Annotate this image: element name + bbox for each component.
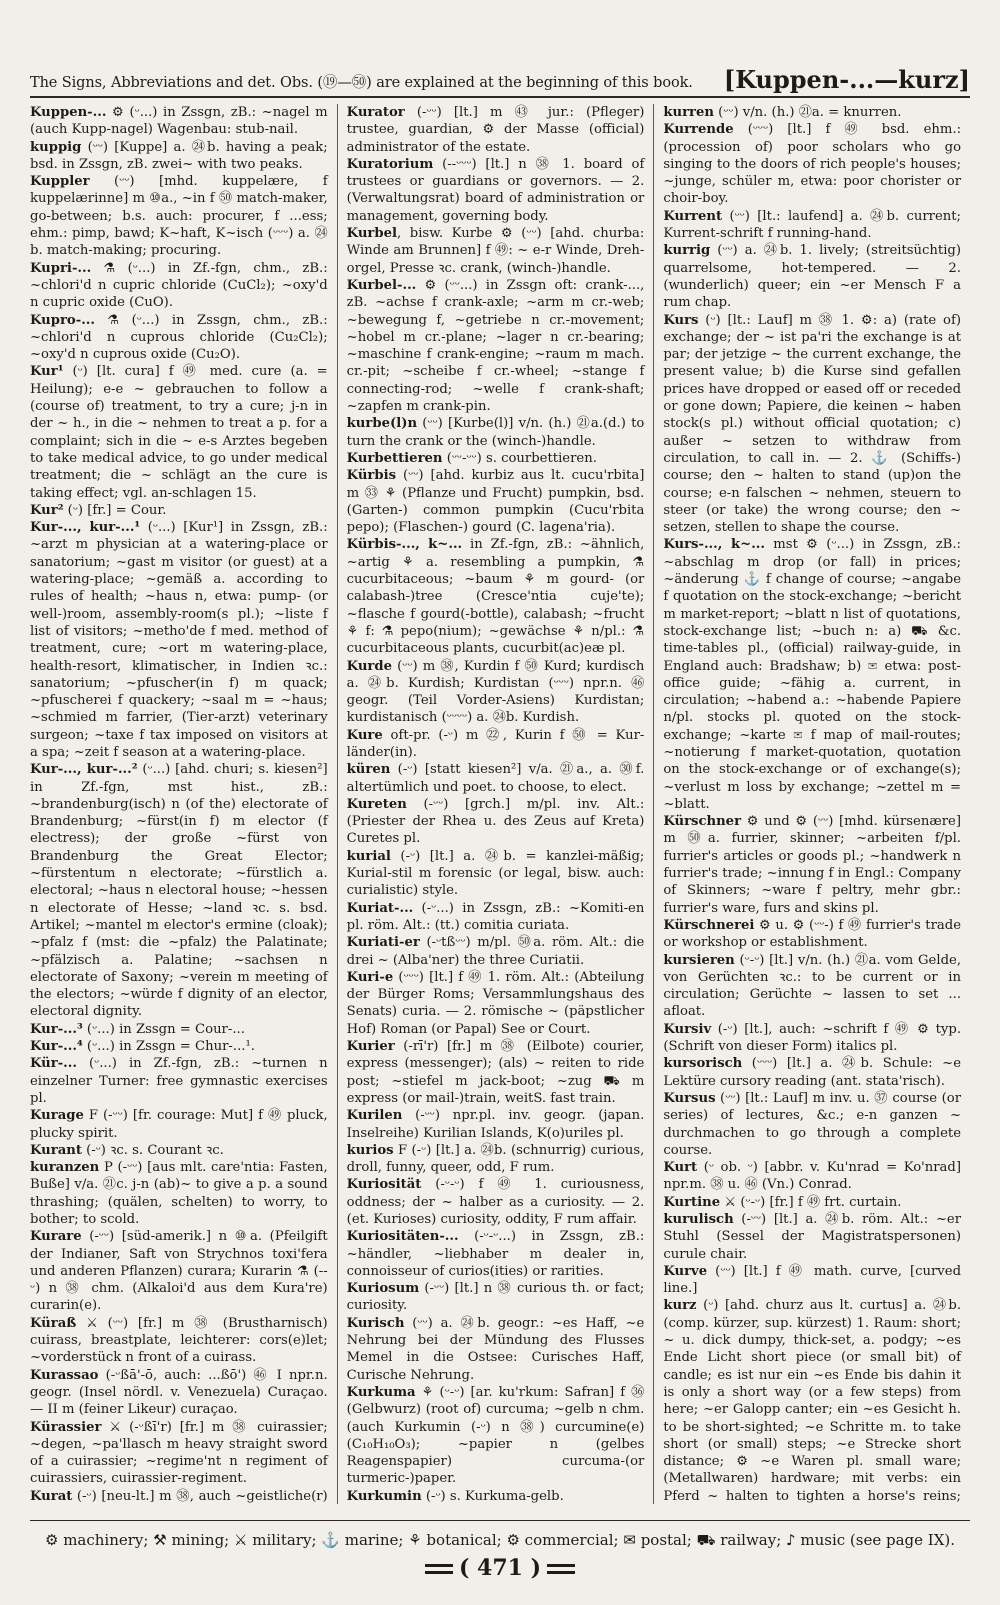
entry-text: (-ᵕᵕ) [lt.] n ㊳ curious th. or fact; curiosity.: [346, 1281, 645, 1314]
dictionary-entry: [30, 1228, 328, 1314]
entry-text: ⚗ (ᵕ...) in Zssgn, chm., zB.: ~chlori'd n cuprous chloride (Cu₂Cl₂); ~oxy'd n cuprous oxide (Cu₂O).: [30, 312, 328, 363]
entry-headword: Kur-..., kur-...¹: [30, 520, 141, 536]
dictionary-entry: [347, 1384, 645, 1488]
column-1: [30, 104, 338, 1504]
entry-headword: Kure: [346, 727, 383, 743]
dictionary-entry: [347, 727, 645, 762]
entry-headword: Kurrent: [663, 208, 723, 224]
dictionary-entry: [347, 225, 645, 277]
entry-text: (ᵕᵕ) [lt.: laufend] a. ㉔b. current; Kurrent-schrift f running-hand.: [663, 208, 962, 242]
entry-headword: Kurator: [346, 105, 405, 120]
entry-headword: Kur¹: [30, 364, 64, 380]
entry-text: (-ᵕᵕ) npr.pl. inv. geogr. (japan. Inselreihe) Kurilian Islands, K(o)uriles pl.: [346, 1108, 645, 1141]
entry-text: (ᵕᵕ) m ㊳, Kurdin f ㊿ Kurd; kurdisch a. ㉔b. Kurdish; Kurdistan (ᵕᵕᵕ) npr.n. ㊻ geogr. (Teil Vorder-Asiens) Kurdistan; kurdistanisch (ᵕᵕᵕᵕ) a. ㉔b. Kurdish.: [346, 658, 645, 726]
page-number: ( 471 ): [458, 1555, 542, 1581]
dictionary-entry: [30, 1142, 328, 1159]
page-header: [30, 62, 970, 98]
dictionary-entry: [30, 519, 328, 761]
entry-text: , bisw. Kurbe ⚙ (ᵕᵕ) [ahd. churba: Winde am Brunnen] f ㊾: ~ e-r Winde, Dreh-orgel, Presse ꝛc. crank, (winch-)handle.: [346, 226, 645, 276]
entry-text: (ᵕ...) in Zssgn = Cour-...: [82, 1021, 245, 1037]
dictionary-entry: [347, 761, 645, 796]
entry-text: (ᵕ...) [ahd. churi; s. kiesen²] in Zf.-fgn, mst hist., zB.: ~brandenburg(isch) n (of the) electorate of Brandenburg; ~fürst(in f) m elector (f electress); der große ~fürst von Brandenburg the Great Elector; ~fürstentum n electorate; ~fürstlich a. electoral; ~haus n electoral house; ~hessen n electorate of Hesse; ~land ꝛc. s. bsd. Artikel; ~mantel m elector's ermine (cloak); ~pfalz f (mst: die ~pfalz) the Palatinate; ~pfälzisch a. Palatine; ~sachsen n electorate of Saxony; ~verein m meeting of the electors; ~würde f dignity of an elector, electoral dignity.: [30, 762, 328, 1020]
entry-headword: Kurkuma: [346, 1384, 416, 1400]
entry-headword: Kurilen: [346, 1108, 403, 1124]
entry-headword: Kursiv: [663, 1021, 712, 1037]
entry-text: (-ᵕᵕ) [lt.] m ㊸ jur.: (Pfleger) trustee, guardian, ⚙ der Masse (official) administrator of the estate.: [346, 105, 645, 155]
entry-headword: Kuriositäten-...: [346, 1229, 459, 1245]
dictionary-entry: [663, 1194, 961, 1211]
entry-headword: Kurs-..., k~...: [663, 537, 765, 553]
dictionary-entry: [30, 1055, 328, 1107]
entry-text: (-ᵕ) [neu-lt.] m ㊳, auch ~geistliche(r): [76, 1488, 328, 1504]
header-note: The Signs, Abbreviations and det. Obs. (⑲—㊿) are explained at the beginning of this book.: [30, 75, 693, 91]
entry-headword: Kurbel-...: [346, 277, 417, 293]
entry-headword: kurulisch: [663, 1212, 734, 1227]
entry-headword: kurios: [346, 1142, 394, 1158]
entry-headword: Kuppen-...: [30, 105, 107, 120]
dictionary-entry: [663, 1159, 961, 1194]
dictionary-entry: [30, 502, 328, 519]
dictionary-entry: [663, 208, 961, 243]
entry-text: (ᵕᵕ) [ahd. kurbiz aus lt. cucu'rbita] m ㉝ ⚘ (Pflanze und Frucht) pumpkin, bsd. (Garten-) common pumpkin (Cucu'rbita pepo); (Flaschen-) gourd (C. lagena'ria).: [346, 468, 645, 536]
entry-headword: Kurassao: [30, 1367, 99, 1383]
dictionary-entry: [663, 121, 961, 207]
dictionary-entry: [30, 1038, 328, 1055]
entry-headword: Kur-..., kur-...²: [30, 762, 138, 778]
dictionary-entry: [347, 1280, 645, 1315]
column-3: [654, 104, 970, 1504]
dictionary-entry: [30, 173, 328, 259]
dictionary-entry: [663, 813, 961, 917]
entry-text: (-ᵕ...) in Zssgn, zB.: ~Komiti-en pl. röm. Alt.: (tt.) comitia curiata.: [346, 900, 645, 933]
entry-headword: Kurtine: [663, 1194, 721, 1210]
dictionary-entry: [347, 1107, 645, 1142]
entry-text: (ᵕᵕ) [Kuppe] a. ㉔b. having a peak; bsd. in Zssgn, zB. zwei~ with two peaks.: [30, 139, 328, 172]
entry-text: ⚗ (ᵕ...) in Zf.-fgn, chm., zB.: ~chlori'd n cupric chloride (CuCl₂); ~oxy'd n cupric oxide (CuO).: [30, 260, 328, 311]
entry-headword: Kurde: [346, 658, 392, 674]
dictionary-entry: [663, 1297, 961, 1504]
entry-text: (--ᵕᵕᵕ) [lt.] n ㊳ 1. board of trustees or guardians or governors. — 2. (Verwaltungsrat) board of administration or management, governing body.: [346, 156, 645, 224]
entry-headword: Kuri-e: [346, 969, 394, 985]
dictionary-entry: [347, 969, 645, 1038]
entry-text: ⚔ (ᵕᵕ) [fr.] m ㊳ (Brustharnisch) cuirass, breastplate, leichterer: cors(e)let; ~vorderstück n front of a cuirass.: [30, 1315, 328, 1366]
entry-text: (ᵕ) [lt. cura] f ㊾ med. cure (a. = Heilung); e-e ~ gebrauchen to follow a (course of) treatment, to try a cure; j-n in der ~ h., in die ~ nehmen to treat a p. for a complaint; sich in die ~ e-s Arztes begeben to take medical advice, to go under medical treatment; die ~ schlägt an the cure is taking effect; vgl. an-schlagen 15.: [30, 364, 328, 501]
entry-headword: kurz: [663, 1298, 697, 1314]
entry-text: (ᵕᵕ) [Kurbe(l)] v/n. (h.) ㉑a.(d.) to turn the crank or the (winch-)handle.: [346, 416, 645, 449]
entry-headword: Kursus: [663, 1090, 716, 1106]
entry-headword: Kürbis-..., k~...: [346, 537, 463, 553]
entry-headword: Kürschnerei: [663, 917, 755, 933]
dictionary-columns: [30, 104, 970, 1504]
dictionary-entry: [347, 415, 645, 450]
entry-text: F (-ᵕ) [lt.] a. ㉔b. (schnurrig) curious, droll, funny, queer, odd, F rum.: [346, 1142, 645, 1176]
dictionary-entry: [663, 952, 961, 1021]
entry-headword: kursorisch: [663, 1056, 743, 1072]
entry-headword: Kuriosität: [346, 1177, 422, 1193]
entry-text: ⚙ (ᵕ...) in Zssgn, zB.: ~nagel m (auch Kupp-nagel) Wagenbau: stub-nail.: [30, 105, 328, 138]
entry-headword: kurial: [346, 848, 391, 864]
entry-headword: kurren: [663, 105, 714, 120]
ornament-right: [547, 1564, 575, 1574]
entry-headword: Kurrende: [663, 122, 734, 138]
entry-text: (ᵕ...) [Kur¹] in Zssgn, zB.: ~arzt m physician at a watering-place or sanatorium; ~gast m visitor (or guest) at a watering-place; ~gemäß a. according to rules of health; ~haus n, etwa: pump- (or well-)room, assembly-room(s pl.); ~liste f list of visitors; ~metho'de f med. method of treatment, cure; ~ort m watering-place, health-resort, klimatischer, in Indien ꝛc.: sanatorium; ~pfuscher(in f) m quack; ~pfuscherei f quackery; ~saal m = ~haus; ~schmied m farrier, (Tier-arzt) veterinary surgeon; ~taxe f tax imposed on visitors at a spa; ~zeit f season at a watering-place.: [30, 520, 328, 760]
entry-text: oft-pr. (-ᵕ) m ㉒, Kurin f ㊿ = Kur-länder(in).: [346, 727, 645, 760]
entry-text: ⚙ und ⚙ (ᵕᵕ) [mhd. kürsenære] m ㊿a. furrier, skinner; ~arbeiten f/pl. furrier's articles or goods pl.; ~handwerk n furrier's trade; ~innung f in Engl.: Company of Skinners; ~ware f peltry, mehr gbr.: furrier's ware, furs and skins pl.: [663, 814, 962, 916]
page-number-block: [0, 1555, 1000, 1581]
dictionary-entry: [30, 260, 328, 312]
entry-text: (ᵕ ob. ᵕ) [abbr. v. Ku'nrad = Ko'nrad] npr.m. ㊳ u. ㊻ (Vn.) Conrad.: [663, 1160, 962, 1193]
dictionary-entry: [30, 312, 328, 364]
dictionary-entry: [347, 796, 645, 848]
entry-text: (ᵕ...) in Zf.-fgn, zB.: ~turnen n einzelner Turner: free gymnastic exercises pl.: [30, 1056, 328, 1106]
entry-text: (ᵕ...) in Zssgn = Chur-...¹.: [82, 1039, 255, 1055]
entry-text: ⚙ (ᵕᵕ...) in Zssgn oft: crank-..., zB. ~achse f crank-axle; ~arm m cr.-web; ~bewegung f, ~getriebe n cr.-movement; ~hobel m cr.-plane; ~lager n cr.-bearing; ~maschine f crank-engine; ~raum m mach. cr.-pit; ~scheibe f cr.-wheel; ~stange f connecting-rod; ~welle f crank-shaft; ~zapfen m crank-pin.: [346, 277, 645, 415]
dictionary-entry: [347, 900, 645, 935]
entry-headword: Kupro-...: [30, 312, 95, 328]
entry-headword: Kür-...: [30, 1056, 77, 1072]
entry-headword: Kurare: [30, 1229, 82, 1245]
entry-text: (-ᵕ) s. Kurkuma-gelb.: [421, 1488, 564, 1504]
entry-text: P (-ᵕᵕ) [aus mlt. care'ntia: Fasten, Buße] v/a. ㉑c. j-n (ab)~ to give a p. a sound thrashing; (quälen, schelten) to worry, to bother; to scold.: [30, 1160, 328, 1227]
entry-headword: Kuriosum: [346, 1281, 420, 1297]
entry-headword: Kurat: [30, 1488, 73, 1504]
entry-text: (ᵕᵕᵕ) [lt.] f ㊾ bsd. ehm.: (procession of) poor scholars who go singing to the doors of rich people's houses; ~junge, schüler m, etwa: poor chorister or choir-boy.: [663, 122, 962, 207]
dictionary-entry: [663, 1211, 961, 1263]
entry-text: (-ᵕ-ᵕ...) in Zssgn, zB.: ~händler, ~liebhaber m dealer in, connoisseur of curios(ities) or rarities.: [346, 1229, 645, 1279]
dictionary-entry: [347, 536, 645, 657]
entry-headword: Küraß: [30, 1315, 77, 1331]
entry-headword: kurbe(l)n: [346, 416, 418, 432]
entry-text: ⚔ (ᵕ-ᵕ) [fr.] f ㊾ frt. curtain.: [720, 1194, 902, 1210]
entry-text: F (-ᵕᵕ) [fr. courage: Mut] f ㊾ pluck, plucky spirit.: [30, 1108, 328, 1141]
dictionary-entry: [347, 104, 645, 156]
entry-headword: kuppig: [30, 139, 82, 155]
entry-text: (ᵕᵕ) [lt.: Lauf] m inv. u. ㊲ course (or series) of lectures, &c.; e-n ganzen ~ durchmachen to go through a complete course.: [663, 1090, 962, 1158]
dictionary-entry: [30, 1315, 328, 1367]
dictionary-entry: [347, 1315, 645, 1384]
dictionary-entry: [663, 1021, 961, 1056]
entry-text: ⚔ (-ᵕßī'r) [fr.] m ㊳ cuirassier; ~degen, ~pa'llasch m heavy straight sword of a cuirassier; ~regime'nt n regiment of cuirassiers, cuirassier-regiment.: [30, 1419, 328, 1487]
entry-text: (ᵕᵕ) [mhd. kuppelære, f kuppelærinne] m ⑩a., ~in f ㊿ match-maker, go-between; b.s. auch: procurer, f ...ess; ehm.: pimp, bawd; K~haft, K~isch (ᵕᵕᵕ) a. ㉔b. match-making; procuring.: [30, 174, 328, 259]
entry-headword: kuranzen: [30, 1160, 100, 1176]
column-2: [338, 104, 655, 1504]
dictionary-entry: [30, 761, 328, 1020]
entry-text: (-ᵕtßᵕᵕ) m/pl. ㊿a. röm. Alt.: die drei ~ (Alba'ner) the three Curiatii.: [346, 935, 645, 968]
entry-text: (ᵕᵕ) a. ㉔b. 1. lively; (streitsüchtig) quarrelsome, hot-tempered. — 2. (wunderlich) queer; ein ~er Mensch F a rum chap.: [663, 243, 962, 311]
entry-text: (ᵕ) [lt.: Lauf] m ㊳ 1. ⚙: a) (rate of) exchange; der ~ ist pa'ri the exchange is at par; der jetzige ~ the current exchange, the present value; b) die Kurse sind gefallen prices have dropped or eased off or receded or gone down; Papiere, die keinen ~ haben stock(s pl.) without official quotation; c) außer ~ setzen to withdraw from circulation, to call in. — 2. ⚓ (Schiffs-) course; den ~ halten to stand (up)on the course; e-n falschen ~ nehmen, steuern to steer (or take) the wrong course; den ~ setzen, stellen to shape the course.: [663, 312, 962, 536]
entry-headword: Kurbel: [346, 226, 398, 242]
entry-headword: kursieren: [663, 952, 735, 968]
entry-headword: Kurs: [663, 312, 699, 328]
dictionary-entry: [30, 1021, 328, 1038]
dictionary-entry: [347, 450, 645, 467]
entry-headword: Kupri-...: [30, 260, 92, 276]
entry-headword: Kürassier: [30, 1419, 102, 1435]
dictionary-entry: [30, 139, 328, 174]
entry-text: (ᵕᵕ-ᵕᵕ) s. courbettieren.: [442, 450, 597, 466]
entry-headword: kurrig: [663, 243, 711, 259]
symbol-legend: ⚙ machinery; ⚒ mining; ⚔ military; ⚓ marine; ⚘ botanical; ⚙ commercial; ✉ postal; ⛟ railway; ♪ music (see page IX).: [30, 1520, 970, 1551]
entry-text: (ᵕᵕ) v/n. (h.) ㉑a. = knurren.: [713, 105, 902, 120]
entry-headword: Kuppler: [30, 174, 90, 190]
dictionary-entry: [347, 934, 645, 969]
dictionary-entry: [347, 1176, 645, 1228]
dictionary-entry: [663, 1055, 961, 1090]
entry-headword: Kur-...⁴: [30, 1039, 83, 1055]
entry-text: (ᵕᵕᵕ) [lt.] f ㊾ 1. röm. Alt.: (Abteilung der Bürger Roms; Versammlungshaus des Senats) curia. — 2. römische ~ (päpstlicher Hof) Roman (or Papal) See or Court.: [346, 969, 645, 1037]
entry-headword: Kureten: [346, 796, 407, 812]
entry-headword: Kürbis: [346, 468, 397, 484]
dictionary-entry: [30, 1159, 328, 1228]
dictionary-entry: [30, 104, 328, 139]
entry-headword: Kuriati-er: [346, 935, 420, 951]
entry-text: (-ᵕ) ꝛc. s. Courant ꝛc.: [81, 1142, 224, 1158]
entry-text: (-ᵕßā'-ō, auch: ...ßō') ㊻ I npr.n. geogr. (Insel nördl. v. Venezuela) Curaçao. — II m (feiner Likeur) curaçao.: [30, 1367, 328, 1418]
entry-text: ⚘ (ᵕ-ᵕ) [ar. ku'rkum: Safran] f ㊱ (Gelbwurz) (root of) curcuma; ~gelb n chm. (auch Kurkumin (-ᵕ) n ㊳) curcumine(e) (C₁₀H₁₀O₃); ~papier n (gelbes Reagenspapier) curcuma-(or turmeric-)paper.: [346, 1384, 645, 1487]
entry-text: mst ⚙ (ᵕ...) in Zssgn, zB.: ~abschlag m drop (or fall) in prices; ~änderung ⚓ f change of course; ~angabe f quotation on the stock-exchange; ~bericht m market-report; ~blatt n list of quotations, stock-exchange list; ~buch n: a) ⛟ &c. time-tables pl., (official) railway-guide, in England auch: Bradshaw; b) ✉ etwa: post-office guide; ~fähig a. current, in circulation; ~habend a.: ~habende Papiere n/pl. stocks pl. quoted on the stock-exchange; ~karte ✉ f map of mail-routes; ~notierung f market-quotation, quotation on the stock-exchange or of exchange(s); ~verlust m loss by exchange; ~zettel m = ~blatt.: [663, 537, 962, 812]
dictionary-entry: [347, 156, 645, 225]
entry-text: (-ᵕᵕ) [süd-amerik.] n ⑩a. (Pfeilgift der Indianer, Saft von Strychnos toxi'fera und anderen Pflanzen) curara; Kurarin ⚗ (--ᵕ) n ㊳ chm. (Alkaloi'd aus dem Kura're) curarin(e).: [30, 1229, 328, 1314]
entry-text: (-ᵕ-ᵕ) f ㊾ 1. curiousness, oddness; der ~ halber as a curiosity. — 2. (et. Kurioses) curiosity, oddity, F rum affair.: [346, 1177, 645, 1227]
dictionary-entry: [30, 363, 328, 501]
dictionary-entry: [30, 1367, 328, 1419]
entry-headword: Kürschner: [663, 814, 742, 830]
entry-headword: küren: [346, 762, 391, 778]
entry-text: (-ᵕᵕ) [lt.] a. ㉔b. röm. Alt.: ~er Stuhl (Sessel der Magistratspersonen) curule chair.: [663, 1212, 962, 1262]
entry-text: in Zf.-fgn, zB.: ~ähnlich, ~artig ⚘ a. resembling a pumpkin, ⚗ cucurbitaceous; ~baum ⚘ m gourd- (or calabash-)tree (Cresce'ntia cuje'te); ~flasche f gourd(-bottle), calabash; ~frucht ⚘ f: ⚗ pepo(nium); ~gewächse ⚘ n/pl.: ⚗ cucurbitaceous plants, cucurbit(ac)eæ pl.: [346, 537, 645, 657]
entry-text: (-ᵕ) [lt.] a. ㉔b. = kanzlei-mäßig; Kurial-stil m forensic (or legal, bisw. auch: curialistic) style.: [346, 848, 645, 899]
dictionary-entry: [663, 1090, 961, 1159]
dictionary-entry: [663, 242, 961, 311]
entry-headword: Kurant: [30, 1142, 82, 1158]
dictionary-entry: [347, 1142, 645, 1177]
ornament-left: [425, 1564, 453, 1574]
dictionary-entry: [347, 467, 645, 536]
entry-headword: Kurt: [663, 1160, 698, 1176]
entry-text: (ᵕ) [ahd. churz aus lt. curtus] a. ㉔b. (comp. kürzer, sup. kürzest) 1. Raum: short; ~ u. dick dumpy, thick-set, a. podgy; ~es Ende Licht short piece (or small bit) of candle; es ist nur ein ~es Ende bis dahin it is only a short way (or a few steps) from here; ~er Galopp canter; ein ~es Gesicht h. to be short-sighted; ~e Schritte m. to take short (or small) steps; ~e Strecke short distance; ⚙ ~e Waren pl. small ware; (Metallwaren) hardware; mit verbs: ein Pferd ~ halten to tighten a horse's reins;: [663, 1298, 962, 1504]
entry-text: (ᵕᵕ) [lt.] f ㊾ math. curve, [curved line.]: [663, 1263, 962, 1297]
dictionary-entry: [663, 917, 961, 952]
entry-headword: Kur²: [30, 502, 64, 518]
header-range: [Kuppen-...—kurz]: [723, 65, 970, 94]
dictionary-entry: [663, 1263, 961, 1298]
entry-headword: Kurkumin: [346, 1488, 422, 1504]
entry-text: ⚙ u. ⚙ (ᵕᵕ-) f ㊾ furrier's trade or workshop or establishment.: [663, 917, 962, 951]
dictionary-entry: [347, 277, 645, 415]
entry-text: (-rī'r) [fr.] m ㊳ (Eilbote) courier, express (messenger); (als) ~ reiten to ride post; ~stiefel m jack-boot; ~zug ⛟ m express (or mail-)train, weitS. fast train.: [346, 1039, 645, 1106]
dictionary-entry: [347, 658, 645, 727]
dictionary-entry: [663, 104, 961, 121]
entry-headword: Kuratorium: [346, 156, 434, 172]
dictionary-entry: [347, 848, 645, 900]
dictionary-entry: [30, 1107, 328, 1142]
entry-headword: Kurier: [346, 1039, 395, 1055]
entry-text: (-ᵕ) [statt kiesen²] v/a. ㉑a., a. ㉚f. altertümlich und poet. to choose, to elect.: [346, 762, 645, 795]
dictionary-entry: [347, 1228, 645, 1280]
dictionary-entry: [663, 536, 961, 813]
dictionary-entry: [663, 312, 961, 537]
entry-headword: Kurisch: [346, 1315, 405, 1331]
entry-text: (ᵕᵕ) a. ㉔b. geogr.: ~es Haff, ~e Nehrung bei der Mündung des Flusses Memel in die Ostsee: Curisches Haff, Curische Nehrung.: [346, 1315, 645, 1383]
entry-text: (ᵕ) [fr.] = Cour.: [63, 502, 167, 518]
entry-headword: Kurbettieren: [346, 450, 443, 466]
entry-headword: Kur-...³: [30, 1021, 83, 1037]
entry-headword: Kurage: [30, 1108, 84, 1124]
entry-headword: Kurve: [663, 1263, 708, 1279]
entry-text: (ᵕᵕᵕ) [lt.] a. ㉔b. Schule: ~e Lektüre cursory reading (ant. stata'risch).: [663, 1056, 962, 1089]
dictionary-entry: [347, 1488, 645, 1504]
entry-headword: Kuriat-...: [346, 900, 414, 916]
entry-text: (-ᵕᵕ) [grch.] m/pl. inv. Alt.: (Priester der Rhea u. des Zeus auf Kreta) Curetes pl.: [346, 796, 645, 847]
entry-text: (-ᵕ) [lt.], auch: ~schrift f ㊾ ⚙ typ. (Schrift von dieser Form) italics pl.: [663, 1021, 962, 1055]
dictionary-entry: [30, 1419, 328, 1488]
dictionary-entry: [347, 1038, 645, 1107]
entry-text: (ᵕ-ᵕ) [lt.] v/n. (h.) ㉑a. vom Gelde, von Gerüchten ꝛc.: to be current or in circulation; Gerüchte ~ lassen to set ... afloat.: [663, 952, 962, 1020]
dictionary-entry: [30, 1488, 328, 1504]
